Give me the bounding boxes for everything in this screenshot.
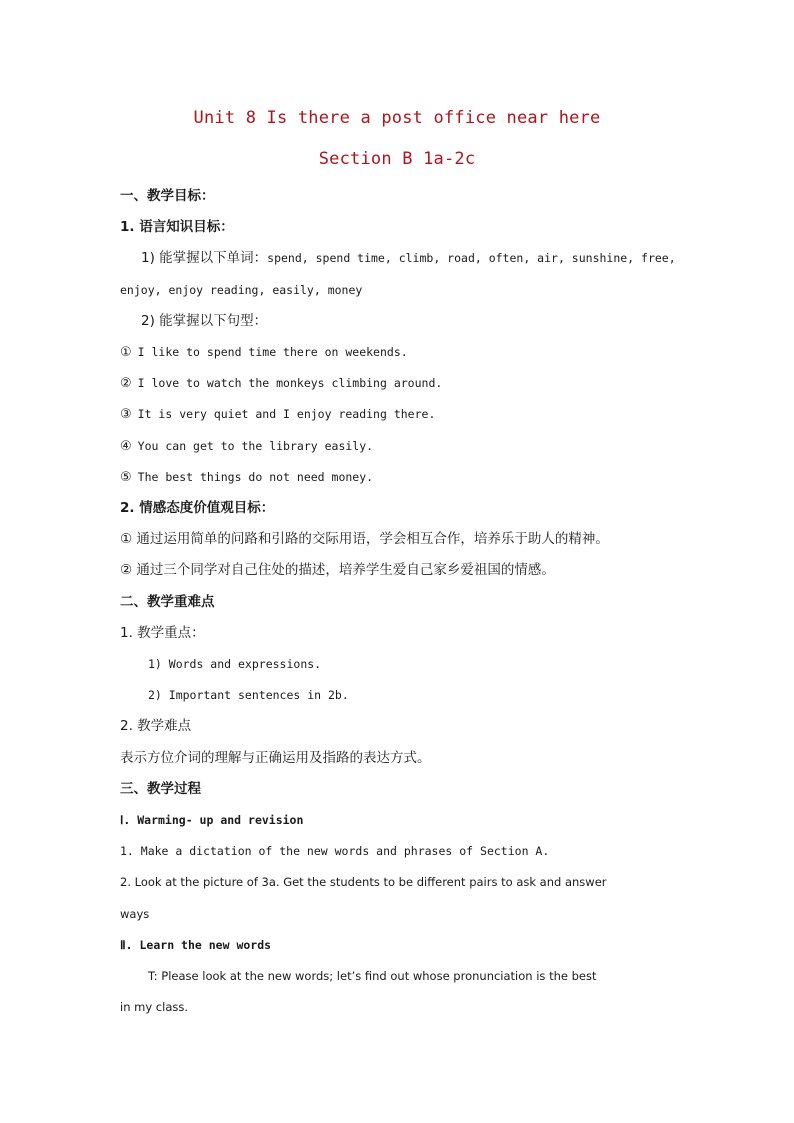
document-title: Unit 8 Is there a post office near here: [193, 108, 601, 128]
vocab-words-1: spend, spend time, climb, road, often, air, sunshine, free,: [267, 251, 676, 265]
sentence-item: [120, 344, 408, 361]
step-1-heading: Ⅰ. Warming- up and revision: [120, 813, 304, 827]
sentence-text: You can get to the library easily.: [137, 439, 374, 453]
vocab-label: 1) 能掌握以下单词：: [141, 250, 268, 266]
section-2-heading: 二、教学重难点: [120, 594, 215, 610]
sentence-text: It is very quiet and I enjoy reading there.: [137, 407, 436, 421]
sentence-marker: ①: [120, 345, 132, 360]
difficult-points-label: 2. 教学难点: [120, 718, 192, 734]
values-item: ① 通过运用简单的问路和引路的交际用语，学会相互合作，培养乐于助人的精神。: [120, 531, 609, 547]
sentence-item: [120, 375, 442, 392]
sentence-text: I like to spend time there on weekends.: [137, 345, 408, 359]
values-item: ② 通过三个同学对自己住处的描述，培养学生爱自己家乡爱祖国的情感。: [120, 562, 555, 578]
section-1-1-heading: 1. 语言知识目标：: [120, 219, 234, 235]
step-1-item: 2. Look at the picture of 3a. Get the students to be different pairs to ask and answer: [120, 875, 607, 889]
document-subtitle: Section B 1a-2c: [318, 149, 476, 169]
sentence-text: The best things do not need money.: [137, 470, 374, 484]
step-1-item-continued: ways: [120, 907, 150, 921]
section-1-heading: 一、教学目标：: [120, 188, 215, 204]
vocab-line: [141, 250, 676, 266]
sentence-marker: ②: [120, 376, 132, 391]
sentence-item: [120, 438, 373, 455]
sentence-marker: ⑤: [120, 470, 132, 485]
sentence-text: I love to watch the monkeys climbing around.: [137, 376, 443, 390]
sentence-label: 2) 能掌握以下句型：: [141, 313, 268, 329]
step-2-heading: Ⅱ. Learn the new words: [120, 938, 272, 952]
sentence-item: [120, 469, 373, 486]
section-1-2-heading: 2. 情感态度价值观目标：: [120, 500, 275, 516]
sentence-marker: ③: [120, 407, 132, 422]
sentence-marker: ④: [120, 439, 132, 454]
step-2-item-continued: in my class.: [120, 1000, 189, 1014]
vocab-words-2: enjoy, enjoy reading, easily, money: [120, 283, 363, 297]
key-point-item: 2) Important sentences in 2b.: [148, 688, 349, 702]
section-3-heading: 三、教学过程: [120, 781, 201, 797]
step-1-item: 1. Make a dictation of the new words and phrases of Section A.: [120, 844, 550, 858]
sentence-item: [120, 406, 435, 423]
step-2-item: T: Please look at the new words; let’s find out whose pronunciation is the best: [148, 969, 597, 983]
difficult-points-text: 表示方位介词的理解与正确运用及指路的表达方式。: [120, 750, 431, 766]
key-points-label: 1. 教学重点：: [120, 625, 205, 641]
key-point-item: 1) Words and expressions.: [148, 657, 322, 671]
